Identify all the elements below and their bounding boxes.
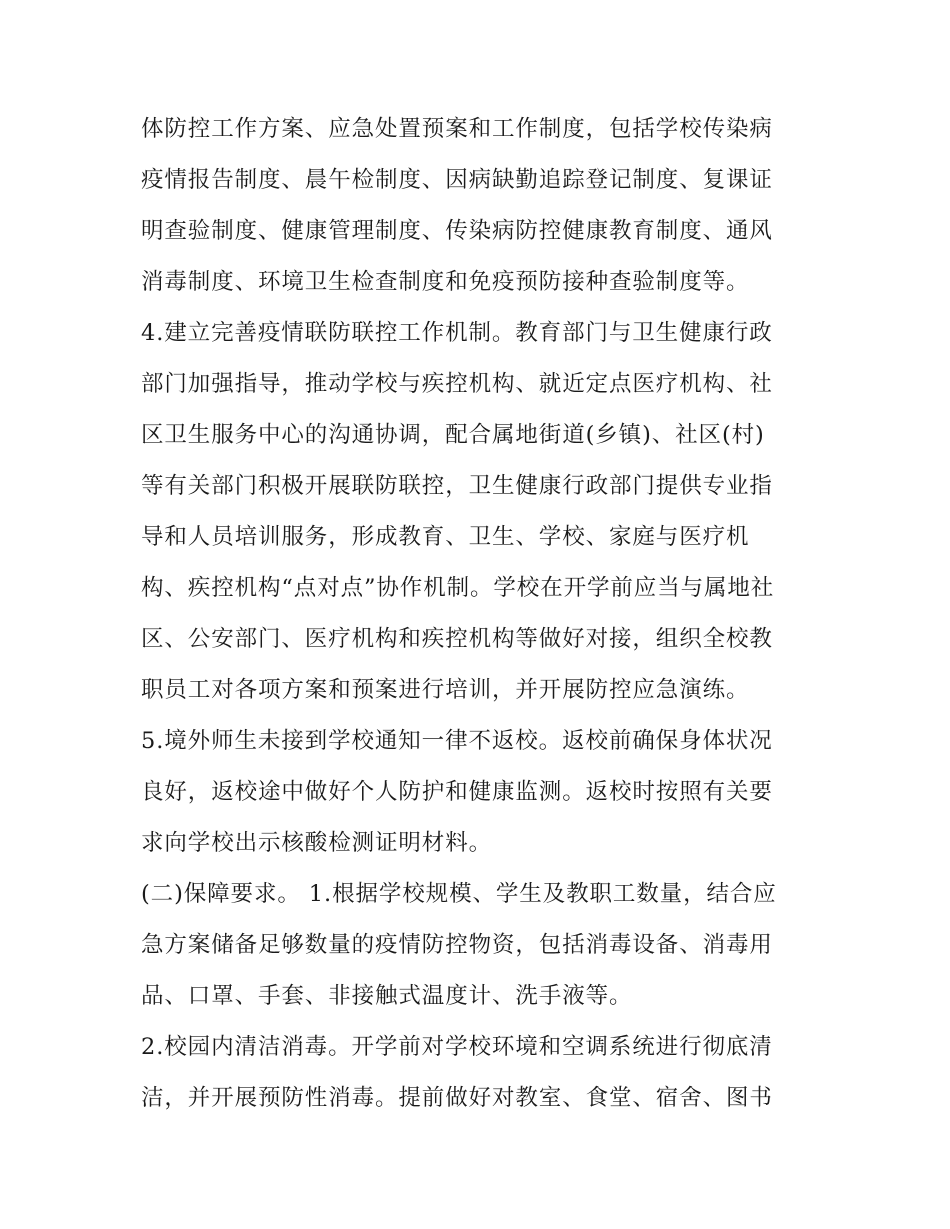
text-line: 急方案储备足够数量的疫情防控物资，包括消毒设备、消毒用 <box>141 932 773 958</box>
text-line: 明查验制度、健康管理制度、传染病防控健康教育制度、通风 <box>141 218 773 244</box>
text-line: 求向学校出示核酸检测证明材料。 <box>141 830 493 856</box>
text-line: 部门加强指导，推动学校与疾控机构、就近定点医疗机构、社 <box>141 371 773 397</box>
text-line: 等有关部门积极开展联防联控，卫生健康行政部门提供专业指 <box>141 473 773 499</box>
text-line: 洁，并开展预防性消毒。提前做好对教室、食堂、宿舍、图书 <box>141 1085 773 1111</box>
text-line: 消毒制度、环境卫生检查制度和免疫预防接种查验制度等。 <box>141 269 750 295</box>
text-line: 导和人员培训服务，形成教育、卫生、学校、家庭与医疗机 <box>141 524 750 550</box>
text-line: 区、公安部门、医疗机构和疾控机构等做好对接，组织全校教 <box>141 626 773 652</box>
text-line: 体防控工作方案、应急处置预案和工作制度，包括学校传染病 <box>141 116 773 142</box>
text-line: (二)保障要求。 1.根据学校规模、学生及教职工数量，结合应 <box>141 881 777 907</box>
text-line: 4.建立完善疫情联防联控工作机制。教育部门与卫生健康行政 <box>141 320 773 346</box>
text-line: 构、疾控机构“点对点”协作机制。学校在开学前应当与属地社 <box>141 575 775 601</box>
document-body <box>141 104 821 1124</box>
text-line: 职员工对各项方案和预案进行培训，并开展防控应急演练。 <box>141 677 750 703</box>
text-line: 2.校园内清洁消毒。开学前对学校环境和空调系统进行彻底清 <box>141 1034 773 1060</box>
text-line: 5.境外师生未接到学校通知一律不返校。返校前确保身体状况 <box>141 728 773 754</box>
text-line: 良好，返校途中做好个人防护和健康监测。返校时按照有关要 <box>141 779 773 805</box>
text-line: 品、口罩、手套、非接触式温度计、洗手液等。 <box>141 983 633 1009</box>
text-line: 区卫生服务中心的沟通协调，配合属地街道(乡镇)、社区(村) <box>141 422 765 448</box>
text-line: 疫情报告制度、晨午检制度、因病缺勤追踪登记制度、复课证 <box>141 167 773 193</box>
